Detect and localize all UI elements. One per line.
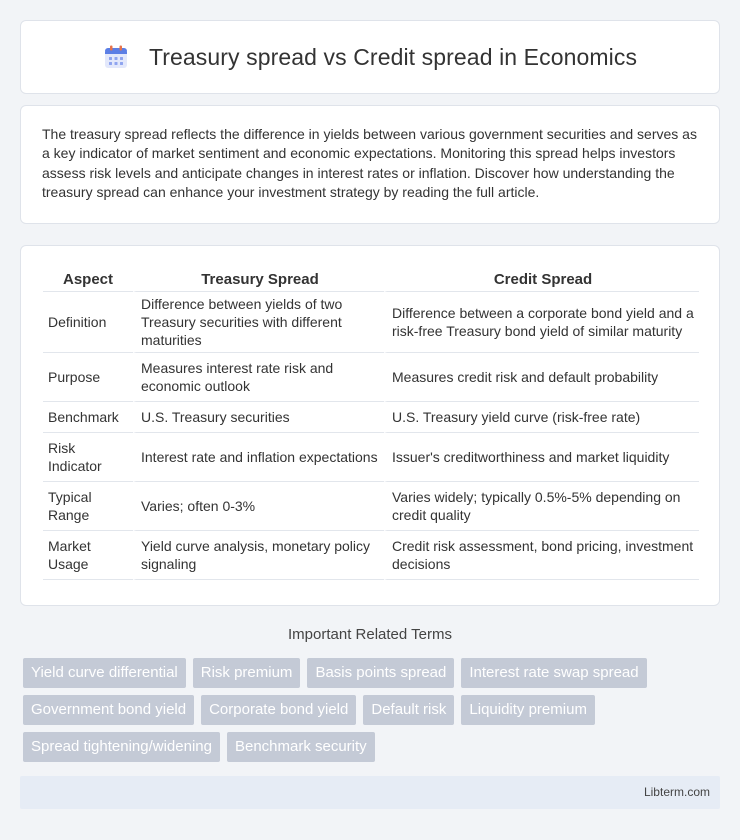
table-row xyxy=(43,353,699,402)
table-cell: Credit risk assessment, bond pricing, investment decisions xyxy=(384,531,699,580)
tag-corporate-bond-yield[interactable]: Corporate bond yield xyxy=(201,695,356,725)
table-cell: U.S. Treasury yield curve (risk-free rate) xyxy=(384,402,699,433)
table-cell: Interest rate and inflation expectations xyxy=(133,433,384,482)
footer xyxy=(20,776,720,809)
intro-text: The treasury spread reflects the difference in yields between various government securities and serves as a key indicator of market sentiment and economic expectations. Monitoring this spread helps investors assess risk levels and anticipate changes in interest rates or inflation. Discover how understanding the treasury spread can enhance your investment strategy by reading the full article. xyxy=(42,126,697,200)
table-cell: Definition xyxy=(43,292,133,353)
tag-liquidity-premium[interactable]: Liquidity premium xyxy=(461,695,595,725)
title-card xyxy=(20,20,720,94)
table-cell: Purpose xyxy=(43,353,133,402)
page-title: Treasury spread vs Credit spread in Economics xyxy=(148,43,638,70)
table-cell: Varies; often 0-3% xyxy=(133,482,384,531)
related-terms-tags xyxy=(23,658,703,769)
tag-government-bond-yield[interactable]: Government bond yield xyxy=(23,695,194,725)
intro-card xyxy=(20,105,720,224)
related-terms-heading: Important Related Terms xyxy=(288,626,452,643)
table-cell: Difference between a corporate bond yield and a risk-free Treasury bond yield of similar maturity xyxy=(384,292,699,353)
table-cell: Risk Indicator xyxy=(43,433,133,482)
comparison-table xyxy=(43,266,699,580)
table-cell: Benchmark xyxy=(43,402,133,433)
table-cell: Market Usage xyxy=(43,531,133,580)
table-cell: Measures credit risk and default probability xyxy=(384,353,699,402)
table-cell: Issuer's creditworthiness and market liquidity xyxy=(384,433,699,482)
tag-yield-curve-differential[interactable]: Yield curve differential xyxy=(23,658,186,688)
table-row xyxy=(43,402,699,433)
footer-site-link[interactable]: Libterm.com xyxy=(643,785,710,799)
table-cell: Yield curve analysis, monetary policy signaling xyxy=(133,531,384,580)
table-row xyxy=(43,292,699,353)
table-row xyxy=(43,482,699,531)
column-header-treasury-spread: Treasury Spread xyxy=(133,266,384,292)
table-cell: Varies widely; typically 0.5%-5% depending on credit quality xyxy=(384,482,699,531)
tag-benchmark-security[interactable]: Benchmark security xyxy=(227,732,375,762)
table-row xyxy=(43,433,699,482)
tag-risk-premium[interactable]: Risk premium xyxy=(193,658,301,688)
tag-basis-points-spread[interactable]: Basis points spread xyxy=(307,658,454,688)
tag-interest-rate-swap-spread[interactable]: Interest rate swap spread xyxy=(461,658,646,688)
table-header-row xyxy=(43,266,699,292)
calendar-icon xyxy=(103,44,129,70)
table-cell: Typical Range xyxy=(43,482,133,531)
tag-spread-tightening-widening[interactable]: Spread tightening/widening xyxy=(23,732,220,762)
table-cell: Measures interest rate risk and economic outlook xyxy=(133,353,384,402)
column-header-credit-spread: Credit Spread xyxy=(384,266,699,292)
table-cell: U.S. Treasury securities xyxy=(133,402,384,433)
comparison-table-card xyxy=(20,245,720,606)
tag-default-risk[interactable]: Default risk xyxy=(363,695,454,725)
table-row xyxy=(43,531,699,580)
column-header-aspect: Aspect xyxy=(43,266,133,292)
table-cell: Difference between yields of two Treasury securities with different maturities xyxy=(133,292,384,353)
